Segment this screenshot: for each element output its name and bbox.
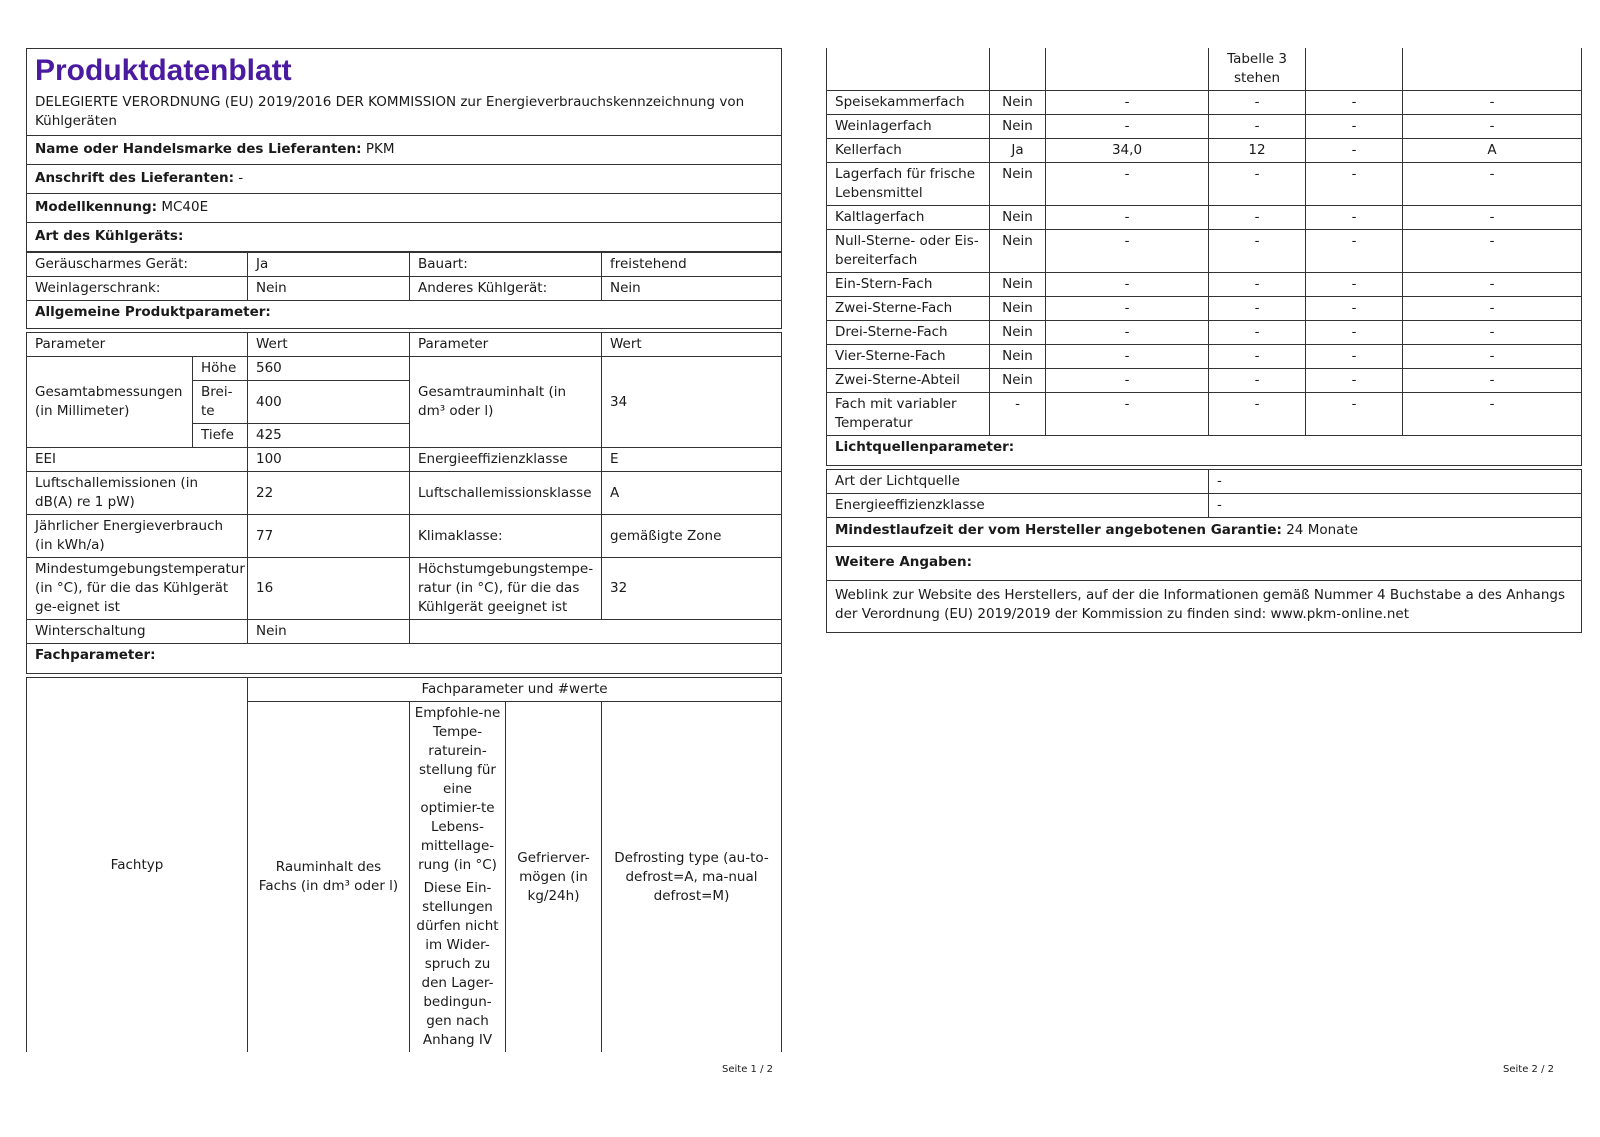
compartment-type: Weinlagerfach [827,115,990,139]
warranty-row [827,518,1581,547]
col-param-header-2: Parameter [410,333,602,357]
regulation-text: DELEGIERTE VERORDNUNG (EU) 2019/2016 DER KOMMISSION zur Energieverbrauchskennzeichnung von Kühlgeräten [35,94,745,129]
compartment-present: Nein [990,163,1046,206]
compartment-defrost: - [1403,115,1582,139]
compartment-temp: - [1209,91,1306,115]
compartment-volume: - [1046,369,1209,393]
compartment-volume: - [1046,345,1209,369]
compartment-freeze: - [1306,139,1403,163]
winter-label: Winterschaltung [27,620,248,644]
group-header: Fachparameter und #werte [248,678,782,702]
compartment-defrost: - [1403,206,1582,230]
device-type-table [26,252,782,329]
compartment-freeze: - [1306,321,1403,345]
col-volume-header: Rauminhalt des Fachs (in dm³ oder l) [248,702,410,1053]
col-param-header: Parameter [27,333,248,357]
light-table [826,469,1582,518]
compartment-volume: - [1046,393,1209,436]
compartment-volume: 34,0 [1046,139,1209,163]
compartment-freeze: - [1306,115,1403,139]
compartment-present: Nein [990,230,1046,273]
compartment-defrost: - [1403,369,1582,393]
compartment-type: Fach mit variabler Temperatur [827,393,990,436]
page-title: Produktdatenblatt [35,54,292,87]
more-info-heading: Weitere Angaben: [827,547,1581,581]
compartment-row [827,230,1582,273]
climate-class-label: Klimaklasse: [410,515,602,558]
compartment-defrost: - [1403,297,1582,321]
other-device-value: Nein [602,277,782,301]
volume-label: Gesamtrauminhalt (in dm³ oder l) [410,357,602,448]
compartment-type: Zwei-Sterne-Abteil [827,369,990,393]
model-row [27,194,781,223]
compartment-volume: - [1046,91,1209,115]
compartment-temp: - [1209,393,1306,436]
compartment-type: Lagerfach für frische Lebensmittel [827,163,990,206]
col-type-header: Fachtyp [27,678,248,1053]
noise-class-label: Luftschallemissionsklasse [410,472,602,515]
compartment-type: Kaltlagerfach [827,206,990,230]
warranty-box [826,518,1582,633]
compartment-type: Speisekammerfach [827,91,990,115]
compartments-heading: Fachparameter: [27,644,782,674]
noise-label: Luftschallemissionen (in dB(A) re 1 pW) [27,472,248,515]
general-params-heading: Allgemeine Produktparameter: [27,301,782,329]
compartment-present: Nein [990,369,1046,393]
page-1 [26,48,782,1052]
col-temp-header [410,702,506,1053]
supplier-address-value: - [238,170,244,186]
compartment-temp: - [1209,297,1306,321]
height-label: Höhe [193,357,248,381]
light-type-value: - [1209,470,1582,494]
compartment-freeze: - [1306,230,1403,273]
compartment-freeze: - [1306,369,1403,393]
compartment-defrost: - [1403,230,1582,273]
energy-class-value: E [602,448,782,472]
device-type-heading: Art des Kühlgeräts: [27,223,781,252]
height-value: 560 [248,357,410,381]
compartment-freeze: - [1306,91,1403,115]
volume-value: 34 [602,357,782,448]
compartment-present: - [990,393,1046,436]
datasheet-header [26,48,782,252]
supplier-address-row [27,165,781,194]
compartment-freeze: - [1306,345,1403,369]
compartment-row [827,91,1582,115]
continued-note: Tabelle 3 stehen [1209,48,1306,91]
compartment-row [827,369,1582,393]
energy-class-label: Energieeffizienzklasse [410,448,602,472]
col-temp-header-a: Empfohle-ne Tempe-raturein-stellung für eine optimier-te Lebens-mittellage-rung (in °C) [414,705,501,873]
model-value: MC40E [161,199,209,215]
manufacturer-link[interactable]: www.pkm-online.net [1270,606,1409,622]
compartment-freeze: - [1306,273,1403,297]
compartment-present: Nein [990,91,1046,115]
compartment-type: Drei-Sterne-Fach [827,321,990,345]
compartment-volume: - [1046,115,1209,139]
compartment-volume: - [1046,297,1209,321]
compartment-defrost: - [1403,91,1582,115]
compartment-volume: - [1046,273,1209,297]
compartment-row [827,345,1582,369]
min-temp-label: Mindestumgebungstemperatur (in °C), für die das Kühlgerät ge-eignet ist [27,558,248,620]
compartment-volume: - [1046,230,1209,273]
light-type-label: Art der Lichtquelle [827,470,1209,494]
wine-cabinet-value: Nein [248,277,410,301]
compartment-type: Ein-Stern-Fach [827,273,990,297]
page-2-footer: Seite 2 / 2 [1503,1064,1554,1075]
compartment-present: Nein [990,273,1046,297]
page-2 [826,48,1582,633]
compartment-row [827,163,1582,206]
compartment-present: Ja [990,139,1046,163]
noise-class-value: A [602,472,782,515]
depth-value: 425 [248,424,410,448]
page-1-footer: Seite 1 / 2 [722,1064,773,1075]
compartment-temp: 12 [1209,139,1306,163]
supplier-name-row [27,136,781,165]
compartment-volume: - [1046,163,1209,206]
compartment-defrost: - [1403,393,1582,436]
more-info-row [827,581,1581,633]
general-params-table [26,332,782,674]
construction-label: Bauart: [410,253,602,277]
model-label: Modellkennung: [35,199,158,215]
compartment-row [827,206,1582,230]
light-class-value: - [1209,494,1582,518]
compartment-temp: - [1209,369,1306,393]
width-value: 400 [248,381,410,424]
winter-value: Nein [248,620,410,644]
low-noise-value: Ja [248,253,410,277]
noise-value: 22 [248,472,410,515]
compartment-type: Vier-Sterne-Fach [827,345,990,369]
compartment-row [827,115,1582,139]
compartment-present: Nein [990,321,1046,345]
compartment-present: Nein [990,345,1046,369]
compartment-temp: - [1209,321,1306,345]
climate-class-value: gemäßigte Zone [602,515,782,558]
compartment-present: Nein [990,297,1046,321]
eei-label: EEI [27,448,248,472]
compartment-table [826,48,1582,466]
compartment-defrost: - [1403,321,1582,345]
supplier-address-label: Anschrift des Lieferanten: [35,170,234,186]
supplier-name-label: Name oder Handelsmarke des Lieferanten: [35,141,362,157]
col-value-header-2: Wert [602,333,782,357]
dimensions-label: Gesamtabmessungen (in Millimeter) [27,357,193,448]
depth-label: Tiefe [193,424,248,448]
compartment-freeze: - [1306,393,1403,436]
compartment-type: Kellerfach [827,139,990,163]
compartment-row [827,297,1582,321]
compartment-row [827,139,1582,163]
warranty-label: Mindestlaufzeit der vom Hersteller angebotenen Garantie: [835,522,1282,538]
compartment-present: Nein [990,115,1046,139]
compartment-temp: - [1209,273,1306,297]
col-defrost-header: Defrosting type (au-to-defrost=A, ma-nual defrost=M) [602,702,782,1053]
compartment-type: Zwei-Sterne-Fach [827,297,990,321]
light-class-label: Energieeffizienzklasse [827,494,1209,518]
annual-energy-label: Jährlicher Energieverbrauch (in kWh/a) [27,515,248,558]
eei-value: 100 [248,448,410,472]
compartment-temp: - [1209,163,1306,206]
other-device-label: Anderes Kühlgerät: [410,277,602,301]
compartment-volume: - [1046,206,1209,230]
col-temp-header-b: Diese Ein-stellungen dürfen nicht im Wider-spruch zu den Lager-bedingun-gen nach Anhang IV [416,880,499,1048]
compartment-header-table [26,677,782,1052]
compartment-row [827,321,1582,345]
wine-cabinet-label: Weinlagerschrank: [27,277,248,301]
compartment-temp: - [1209,345,1306,369]
compartment-freeze: - [1306,297,1403,321]
compartment-temp: - [1209,230,1306,273]
compartment-volume: - [1046,321,1209,345]
compartment-temp: - [1209,206,1306,230]
warranty-value: 24 Monate [1286,522,1359,538]
min-temp-value: 16 [248,558,410,620]
low-noise-label: Geräuscharmes Gerät: [27,253,248,277]
compartment-row [827,393,1582,436]
max-temp-value: 32 [602,558,782,620]
supplier-name-value: PKM [365,141,395,157]
col-freeze-header: Gefrierver-mögen (in kg/24h) [506,702,602,1053]
col-value-header: Wert [248,333,410,357]
compartment-temp: - [1209,115,1306,139]
compartment-freeze: - [1306,206,1403,230]
compartment-defrost: - [1403,163,1582,206]
compartment-defrost: A [1403,139,1582,163]
compartment-rows [827,91,1582,436]
compartment-freeze: - [1306,163,1403,206]
max-temp-label: Höchstumgebungstempe-ratur (in °C), für die das Kühlgerät geeignet ist [410,558,602,620]
annual-energy-value: 77 [248,515,410,558]
construction-value: freistehend [602,253,782,277]
width-label: Brei-te [193,381,248,424]
more-info-text: Weblink zur Website des Herstellers, auf der die Informationen gemäß Nummer 4 Buchstabe a des Anhangs der Verordnung (EU) 2019/2019 der Kommission zu finden sind: [835,587,1565,622]
compartment-present: Nein [990,206,1046,230]
compartment-row [827,273,1582,297]
compartment-defrost: - [1403,345,1582,369]
compartment-defrost: - [1403,273,1582,297]
light-heading: Lichtquellenparameter: [827,436,1582,466]
compartment-type: Null-Sterne- oder Eis-bereiterfach [827,230,990,273]
empty-cell [410,620,782,644]
